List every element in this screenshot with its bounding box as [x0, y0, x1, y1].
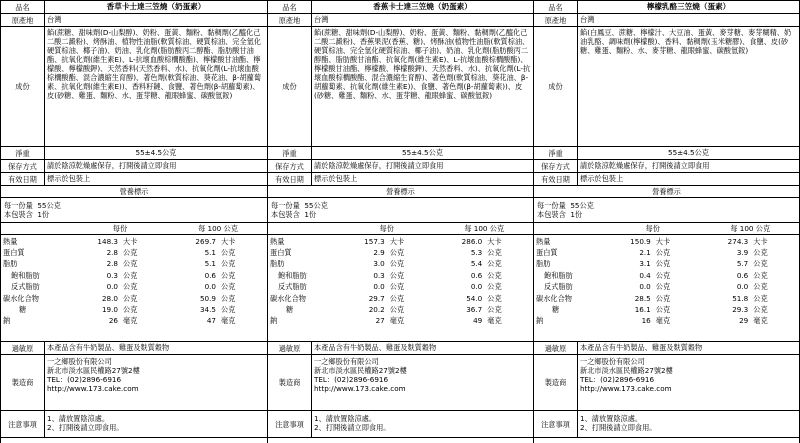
per-serving-value: 26 [108, 316, 118, 326]
origin-label: 原產地 [1, 14, 45, 26]
nutrition-facts [1, 186, 267, 342]
expiry-value: 標示於包裝上 [47, 174, 91, 183]
nutrition-row [534, 270, 799, 281]
per-100g-value: 50.9 [199, 293, 216, 303]
origin-value: 台灣 [47, 15, 62, 24]
per-100g-unit: 毫克 [753, 316, 768, 326]
per-100g-value: 5.1 [204, 247, 216, 257]
per-100g-unit: 公克 [221, 304, 236, 314]
storage-label: 保存方式 [268, 160, 312, 172]
product-column [268, 0, 534, 443]
servings-per-pack [537, 210, 796, 219]
per-serving-value: 2.8 [106, 259, 118, 269]
per-serving-unit: 公克 [389, 247, 405, 257]
nutrient-name: 脂肪 [270, 259, 285, 269]
origin-label: 原產地 [268, 14, 312, 26]
per-100g-unit: 大卡 [484, 235, 533, 247]
per-serving-value: 148.3 [71, 235, 120, 247]
product-column [534, 0, 800, 443]
nutrition-title: 營養標示 [1, 186, 267, 198]
per-serving-value: 28.0 [101, 293, 118, 303]
nutrient-name: 鈉 [536, 316, 544, 326]
per-100g-unit: 公克 [487, 282, 502, 292]
nutrition-row [1, 315, 267, 326]
per-serving-unit: 毫克 [389, 316, 405, 326]
per-100g-unit: 大卡 [750, 235, 799, 247]
per-100g-unit: 公克 [487, 304, 502, 314]
per-serving-value: 28.5 [634, 293, 651, 303]
per-100g-value: 0.0 [470, 282, 483, 292]
per-serving-header: 每份 [112, 224, 128, 234]
per-100g-value: 0.6 [204, 270, 216, 280]
per-serving-value: 16.1 [634, 304, 651, 314]
nutrient-name: 熱量 [268, 235, 338, 247]
per-100g-unit: 毫克 [221, 316, 236, 326]
per-serving-unit: 公克 [389, 304, 405, 314]
manufacturer-label: 製造商 [534, 355, 578, 410]
notes-row [268, 411, 533, 438]
nutrient-name: 糖 [552, 304, 560, 314]
nutrition-table [268, 223, 533, 327]
per-100g-unit: 公克 [753, 282, 768, 292]
nutrition-header [534, 223, 799, 235]
per-100g-unit: 公克 [221, 282, 236, 292]
note-line-2: 2、打開後請立即食用。 [580, 423, 657, 432]
servings-label: 本包裝含 [4, 210, 33, 219]
per-100g-unit: 公克 [753, 270, 768, 280]
servings-label: 本包裝含 [537, 210, 566, 219]
ingredients-label: 成份 [534, 27, 578, 146]
servings-label: 本包裝含 [271, 210, 300, 219]
per-serving-unit: 公克 [389, 282, 405, 292]
manufacturer-row [1, 355, 267, 411]
serving-size-value: 55公克 [37, 201, 61, 210]
per-100g-unit: 公克 [753, 247, 768, 257]
nutrition-row [268, 247, 533, 258]
nutrition-row [534, 258, 799, 269]
per-100g-unit: 公克 [753, 259, 768, 269]
per-100g-header: 每 100 公克 [464, 224, 505, 234]
manufacturer-row [534, 355, 799, 411]
expiry-value: 標示於包裝上 [580, 174, 624, 183]
per-100g-header: 每 100 公克 [730, 224, 771, 234]
nutrient-name: 鈉 [270, 316, 278, 326]
product-column [0, 0, 268, 443]
ingredients-label: 成份 [268, 27, 312, 146]
origin-row [1, 14, 267, 27]
storage-row [1, 160, 267, 173]
per-100g-unit: 毫克 [487, 316, 502, 326]
per-100g-value: 5.3 [470, 247, 483, 257]
manufacturer-row [268, 355, 533, 411]
nutrition-row [534, 281, 799, 292]
nutrition-row [268, 270, 533, 281]
per-serving-unit: 公克 [655, 304, 671, 314]
nutrition-row [1, 270, 267, 281]
servings-value: 1份 [570, 210, 583, 219]
per-100g-value: 51.8 [732, 293, 749, 303]
net-weight-label: 淨重 [1, 147, 45, 159]
ingredients-value: 餡(蔗糖、甜味劑(D-山梨醇)、奶粉、蛋黃、麵粉、黏稠劑(乙醯化己二酸二澱粉)、香蕉果泥(香蕉、糖)、烤酥油(植物性油脂(軟質棕油、硬質棕油、完全氫化硬質棕油、椰子油)、奶油、乳化劑(脂肪酸丙二醇酯、脂肪酸甘油酯、抗氧化劑(維生素E)、L-抗壞血酸棕櫚酸酯)、檸檬酸甘油酯、檸檬酸、檸檬酸鉀)、天然香料、水)、抗氧化劑(L-抗壞血酸棕櫚酸酯、混合濃縮生育醇)、著色劑(軟質棕油、葵花油、β-胡蘿蔔素、抗氧化劑(維生素E))、食鹽、著色劑(β-胡蘿蔔素))、皮(砂糖、雞蛋、麵粉、水、蛋芽糖、龍眼蜂蜜、碳酸氫銨) [314, 28, 531, 100]
per-serving-unit: 公克 [655, 247, 671, 257]
nutrition-row [268, 292, 533, 303]
per-serving-value: 29.7 [368, 293, 385, 303]
serving-size [4, 201, 264, 210]
manufacturer-name: 一之鄉股份有限公司 [47, 357, 112, 366]
per-100g-unit: 公克 [753, 293, 768, 303]
nutrition-row [268, 315, 533, 326]
notes-label: 注意事項 [534, 411, 578, 437]
per-100g-value: 5.4 [470, 259, 483, 269]
per-100g-unit: 公克 [753, 304, 768, 314]
net-weight-row [1, 147, 267, 160]
manufacturer-label: 製造商 [268, 355, 312, 410]
storage-label: 保存方式 [1, 160, 45, 172]
notes-label: 注意事項 [268, 411, 312, 437]
notes-value [45, 411, 267, 437]
per-100g-value: 29.3 [732, 304, 749, 314]
nutrient-name: 飽和脂肪 [544, 270, 573, 280]
per-serving-header: 每份 [379, 224, 394, 234]
per-serving-value: 157.3 [338, 235, 387, 247]
expiry-value: 標示於包裝上 [314, 174, 358, 183]
per-serving-unit: 公克 [389, 270, 405, 280]
allergen-label: 過敏原 [268, 342, 312, 354]
nutrition-table [1, 223, 267, 327]
per-serving-unit: 公克 [655, 270, 671, 280]
expiry-row [1, 173, 267, 186]
origin-value: 台灣 [580, 15, 595, 24]
nutrition-row [534, 247, 799, 258]
notes-value [578, 411, 799, 437]
servings-value: 1份 [304, 210, 317, 219]
storage-value: 請於陰涼乾燥處保存，打開後請立即食用 [580, 161, 710, 170]
origin-row [534, 14, 799, 27]
per-100g-value: 5.7 [736, 259, 749, 269]
ingredients-row [1, 27, 267, 147]
manufacturer-address: 新北市淡水區民權路27號2樓 [47, 366, 140, 375]
expiry-label: 有效日期 [1, 173, 45, 185]
expiry-row [534, 173, 799, 186]
per-serving-value: 2.8 [106, 247, 118, 257]
nutrient-name: 糖 [19, 304, 27, 314]
per-serving-unit: 大卡 [653, 235, 702, 247]
per-100g-unit: 大卡 [218, 235, 267, 247]
per-100g-unit: 公克 [487, 270, 502, 280]
notes-value [312, 411, 533, 437]
allergen-label: 過敏原 [1, 342, 45, 354]
per-100g-unit: 公克 [221, 270, 236, 280]
note-line-2: 2、打開後請立即食用。 [47, 423, 124, 432]
nutrition-title: 營養標示 [268, 186, 533, 198]
per-100g-unit: 公克 [487, 247, 502, 257]
per-serving-unit: 公克 [123, 259, 138, 269]
allergen-value: 本產品含有牛奶製品、雞蛋及麩質穀物 [47, 343, 170, 352]
per-serving-value: 0.4 [639, 270, 651, 280]
per-serving-value: 0.0 [373, 282, 385, 292]
per-100g-unit: 公克 [221, 247, 236, 257]
per-serving-value: 19.0 [101, 304, 118, 314]
storage-value: 請於陰涼乾燥處保存，打開後請立即食用 [47, 161, 177, 170]
per-100g-unit: 公克 [487, 259, 502, 269]
nutrition-table [534, 223, 799, 327]
serving-size [271, 201, 530, 210]
per-100g-value: 274.3 [702, 235, 751, 247]
manufacturer-info [312, 355, 533, 410]
manufacturer-address: 新北市淡水區民權路27號2樓 [314, 366, 407, 375]
nutrition-header [1, 223, 267, 235]
nutrition-row [268, 258, 533, 269]
nutrient-name: 鈉 [3, 316, 11, 326]
nutrition-title: 營養標示 [534, 186, 799, 198]
expiry-label: 有效日期 [534, 173, 578, 185]
per-serving-unit: 大卡 [120, 235, 169, 247]
allergen-label: 過敏原 [534, 342, 578, 354]
net-weight-row [534, 147, 799, 160]
manufacturer-info [578, 355, 799, 410]
ingredients-label: 成份 [1, 27, 45, 146]
manufacturer-name: 一之鄉股份有限公司 [580, 357, 645, 366]
per-serving-value: 2.9 [373, 247, 385, 257]
nutrition-row [534, 292, 799, 303]
ingredients-row [268, 27, 533, 147]
per-serving-value: 0.0 [106, 282, 118, 292]
storage-row [268, 160, 533, 173]
name-row [268, 0, 533, 14]
manufacturer-address: 新北市淡水區民權路27號2樓 [580, 366, 673, 375]
per-serving-unit: 毫克 [123, 316, 138, 326]
allergen-row [1, 342, 267, 355]
nutrition-row [1, 304, 267, 315]
nutrient-name: 蛋白質 [3, 247, 25, 257]
allergen-value: 本產品含有牛奶製品、雞蛋及麩質穀物 [580, 343, 703, 352]
manufacturer-label: 製造商 [1, 355, 45, 410]
nutrition-row [268, 304, 533, 315]
per-100g-value: 0.0 [736, 282, 749, 292]
nutrient-name: 反式脂肪 [11, 282, 40, 292]
per-serving-unit: 公克 [655, 282, 671, 292]
per-serving-unit: 公克 [123, 270, 138, 280]
per-serving-unit: 公克 [655, 293, 671, 303]
net-weight-label: 淨重 [534, 147, 578, 159]
nutrient-name: 蛋白質 [270, 247, 292, 257]
per-100g-value: 0.6 [470, 270, 483, 280]
per-serving-unit: 公克 [123, 282, 138, 292]
net-weight-label: 淨重 [268, 147, 312, 159]
manufacturer-url: http://www.173.cake.com [580, 384, 672, 393]
nutrient-name: 糖 [286, 304, 294, 314]
expiry-row [268, 173, 533, 186]
per-100g-value: 36.7 [466, 304, 483, 314]
serving-size [537, 201, 796, 210]
ingredients-value: 餡(蔗糖、甜味劑(D-山梨醇)、奶粉、蛋黃、麵粉、黏稠劑(乙醯化己二酸二澱粉)、烤酥油、植物性油脂(軟質棕油、硬質棕油、完全氫化硬質棕油、椰子油)、奶油、乳化劑(脂肪酸丙二醇酯、脂肪酸甘油酯、抗氧化劑(維生素E)、L-抗壞血酸棕櫚酸酯)、檸檬酸甘油酯、檸檬酸、檸檬酸鉀)、天然香料(天然香料、水)、抗氧化劑(L-抗壞血酸棕櫚酸酯、混合濃縮生育醇)、著色劑(軟質棕油、葵花油、β-胡蘿蔔素、抗氧化劑(維生素E))、香料籽鏈、食鹽、著色劑(β-胡蘿蔔素)、皮(砂糖、雞蛋、麵粉、水、蛋芽糖、龍眼蜂蜜、碳酸氫銨) [47, 28, 262, 100]
allergen-row [268, 342, 533, 355]
nutrition-row [1, 235, 267, 247]
per-100g-value: 34.5 [199, 304, 216, 314]
nutrient-name: 熱量 [534, 235, 604, 247]
per-100g-value: 54.0 [466, 293, 483, 303]
notes-label: 注意事項 [1, 411, 45, 437]
note-line-1: 1、請放置陰涼處。 [47, 414, 110, 423]
per-serving-value: 150.9 [604, 235, 653, 247]
serving-size-value: 55公克 [570, 201, 594, 210]
name-label: 品名 [534, 1, 578, 13]
nutrition-row [534, 235, 799, 247]
per-100g-value: 269.7 [169, 235, 218, 247]
per-100g-value: 5.1 [204, 259, 216, 269]
nutrition-row [1, 292, 267, 303]
per-100g-value: 0.6 [736, 270, 749, 280]
product-name: 香草卡士達三笠燒（奶蛋素） [106, 2, 206, 11]
net-weight-value: 55±4.5公克 [135, 148, 177, 157]
nutrient-name: 飽和脂肪 [11, 270, 40, 280]
notes-row [534, 411, 799, 438]
nutrition-row [1, 281, 267, 292]
net-weight-value: 55±4.5公克 [402, 148, 443, 157]
per-serving-value: 0.3 [106, 270, 118, 280]
serving-size-label: 每一份量 [537, 201, 566, 210]
per-serving-value: 2.1 [639, 247, 651, 257]
manufacturer-tel: TEL：(02)2896-6916 [314, 375, 389, 384]
nutrient-name: 反式脂肪 [544, 282, 573, 292]
net-weight-row [268, 147, 533, 160]
allergen-row [534, 342, 799, 355]
allergen-value: 本產品含有牛奶製品、雞蛋及麩質穀物 [314, 343, 437, 352]
manufacturer-tel: TEL：(02)2896-6916 [47, 375, 122, 384]
servings-per-pack [271, 210, 530, 219]
serving-size-label: 每一份量 [271, 201, 300, 210]
product-name: 香蕉卡士達三笠燒（奶蛋素） [373, 2, 472, 11]
nutrition-row [268, 235, 533, 247]
note-line-1: 1、請放置陰涼處。 [314, 414, 377, 423]
nutrient-name: 蛋白質 [536, 247, 558, 257]
per-100g-value: 3.9 [736, 247, 749, 257]
per-serving-unit: 大卡 [387, 235, 436, 247]
per-100g-unit: 公克 [221, 259, 236, 269]
nutrition-row [1, 247, 267, 258]
per-100g-unit: 公克 [221, 293, 236, 303]
manufacturer-url: http://www.173.cake.com [47, 384, 139, 393]
expiry-label: 有效日期 [268, 173, 312, 185]
servings-value: 1份 [37, 210, 50, 219]
servings-per-pack [4, 210, 264, 219]
manufacturer-name: 一之鄉股份有限公司 [314, 357, 379, 366]
name-row [1, 0, 267, 14]
per-serving-unit: 公克 [123, 247, 138, 257]
nutrition-row [534, 315, 799, 326]
per-serving-value: 0.3 [373, 270, 385, 280]
per-serving-unit: 公克 [123, 304, 138, 314]
per-100g-value: 0.0 [204, 282, 216, 292]
ingredients-value: 餡(白鳳豆、蔗糖、檸檬汁、大豆油、蛋黃、麥芽糖、麥芽糊精、奶油乳酪、調味劑(檸檬酸)、香料、黏稠劑(玉米糖膠)、食鹽、皮(砂糖、雞蛋、麵粉、水、麥芽糖、龍眼蜂蜜、碳酸氫銨) [580, 28, 792, 55]
nutrient-name: 脂肪 [3, 259, 18, 269]
nutrient-name: 反式脂肪 [278, 282, 307, 292]
nutrient-name: 碳水化合物 [270, 293, 306, 303]
nutrition-row [534, 304, 799, 315]
per-serving-unit: 公克 [655, 259, 671, 269]
manufacturer-url: http://www.173.cake.com [314, 384, 406, 393]
name-row [534, 0, 799, 14]
nutrient-name: 碳水化合物 [536, 293, 572, 303]
nutrient-name: 脂肪 [536, 259, 551, 269]
nutrition-row [1, 258, 267, 269]
per-100g-value: 49 [473, 316, 483, 326]
serving-size-label: 每一份量 [4, 201, 33, 210]
origin-row [268, 14, 533, 27]
note-line-2: 2、打開後請立即食用。 [314, 423, 391, 432]
origin-label: 原產地 [534, 14, 578, 26]
nutrient-name: 熱量 [1, 235, 71, 247]
origin-value: 台灣 [314, 15, 329, 24]
net-weight-value: 55±4.5公克 [668, 148, 709, 157]
per-100g-value: 29 [739, 316, 749, 326]
per-100g-value: 47 [206, 316, 216, 326]
per-serving-value: 16 [641, 316, 651, 326]
note-line-1: 1、請放置陰涼處。 [580, 414, 643, 423]
ingredients-row [534, 27, 799, 147]
nutrition-row [268, 281, 533, 292]
nutrient-name: 飽和脂肪 [278, 270, 307, 280]
storage-row [534, 160, 799, 173]
serving-size-value: 55公克 [304, 201, 328, 210]
per-serving-unit: 公克 [389, 259, 405, 269]
name-label: 品名 [1, 1, 45, 13]
manufacturer-tel: TEL：(02)2896-6916 [580, 375, 655, 384]
per-serving-value: 0.0 [639, 282, 651, 292]
per-100g-header: 每 100 公克 [198, 224, 238, 234]
per-serving-unit: 毫克 [655, 316, 671, 326]
per-serving-unit: 公克 [389, 293, 405, 303]
nutrition-facts [268, 186, 533, 342]
per-100g-value: 286.0 [436, 235, 485, 247]
name-label: 品名 [268, 1, 312, 13]
notes-row [1, 411, 267, 438]
product-name: 檸檬乳酪三笠燒（蛋素） [646, 2, 731, 11]
nutrition-header [268, 223, 533, 235]
per-100g-unit: 公克 [487, 293, 502, 303]
per-serving-value: 3.0 [373, 259, 385, 269]
per-serving-value: 20.2 [368, 304, 385, 314]
nutrition-facts [534, 186, 799, 342]
per-serving-value: 3.1 [639, 259, 651, 269]
per-serving-value: 27 [375, 316, 385, 326]
per-serving-header: 每份 [645, 224, 660, 234]
per-serving-unit: 公克 [123, 293, 138, 303]
storage-value: 請於陰涼乾燥處保存，打開後請立即食用 [314, 161, 444, 170]
manufacturer-info [45, 355, 267, 410]
nutrient-name: 碳水化合物 [3, 293, 39, 303]
storage-label: 保存方式 [534, 160, 578, 172]
